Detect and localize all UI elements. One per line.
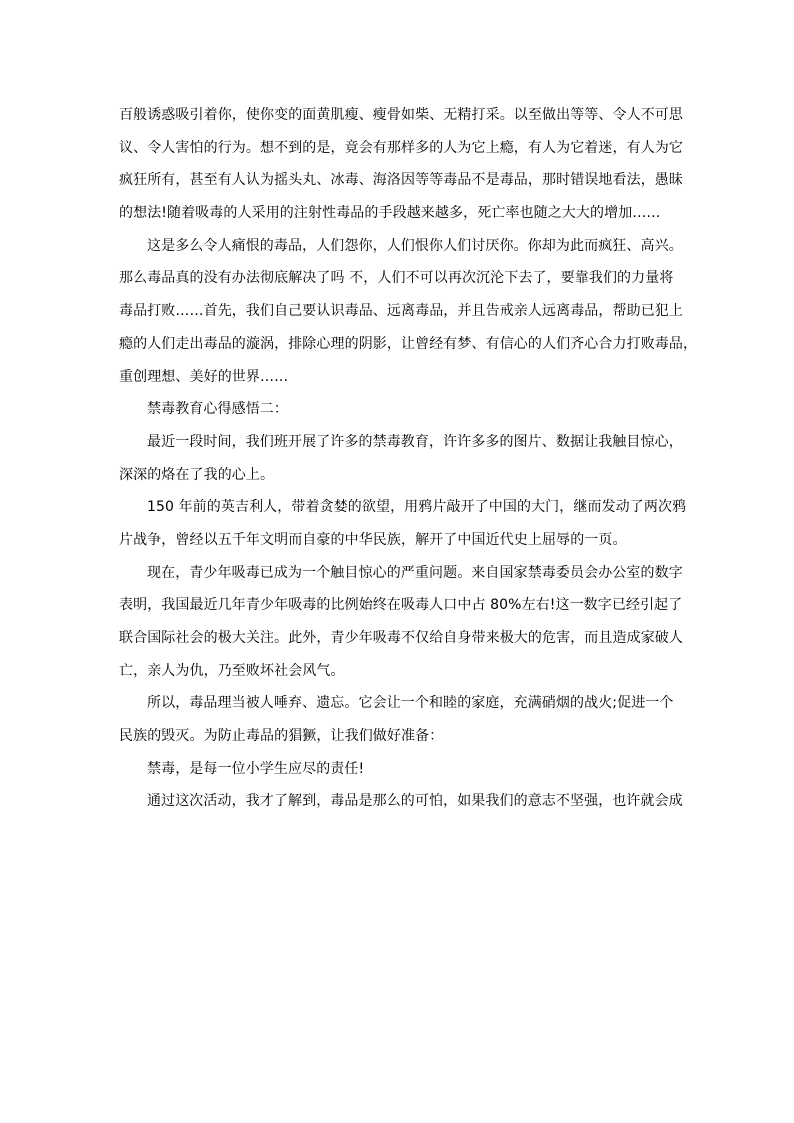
text-line: 所以，毒品理当被人唾弃、遗忘。它会让一个和睦的家庭，充满硝烟的战火;促进一个 bbox=[147, 695, 674, 712]
text-line: 通过这次活动，我才了解到，毒品是那么的可怕，如果我们的意志不坚强，也许就会成 bbox=[147, 793, 683, 810]
text-line: 禁毒，是每一位小学生应尽的责任! bbox=[147, 760, 365, 777]
text-line: 片战争，曾经以五千年文明而自豪的中华民族，解开了中国近代史上屈辱的一页。 bbox=[119, 531, 627, 548]
text-line: 这是多么令人痛恨的毒品，人们怨你，人们恨你人们讨厌你。你却为此而疯狂、高兴。 bbox=[147, 237, 683, 254]
text-line: 现在，青少年吸毒已成为一个触目惊心的严重问题。来自国家禁毒委员会办公室的数字 bbox=[147, 564, 683, 581]
document-body bbox=[119, 99, 698, 818]
text-line: 百般诱惑吸引着你，使你变的面黄肌瘦、瘦骨如柴、无精打采。以至做出等等、令人不可思 bbox=[119, 107, 683, 123]
text-line: 150 年前的英吉利人，带着贪婪的欲望，用鸦片敲开了中国的大门，继而发动了两次鸦 bbox=[147, 499, 687, 516]
text-line: 联合国际社会的极大关注。此外，青少年吸毒不仅给自身带来极大的危害，而且造成家破人 bbox=[119, 630, 683, 646]
text-line: 的想法!随着吸毒的人采用的注射性毒品的手段越来越多，死亡率也随之大大的增加…… bbox=[119, 205, 661, 222]
text-line: 议、令人害怕的行为。想不到的是，竟会有那样多的人为它上瘾，有人为它着迷，有人为它 bbox=[119, 139, 683, 156]
text-line: 亡，亲人为仇，乃至败坏社会风气。 bbox=[119, 662, 345, 679]
text-line: 最近一段时间，我们班开展了许多的禁毒教育，许许多多的图片、数据让我触目惊心， bbox=[147, 433, 683, 450]
text-line: 瘾的人们走出毒品的漩涡，排除心理的阴影，让曾经有梦、有信心的人们齐心合力打败毒品， bbox=[119, 335, 698, 352]
text-line: 表明，我国最近几年青少年吸毒的比例始终在吸毒人口中占 80%左右!这一数字已经引起了 bbox=[119, 597, 683, 614]
text-line: 深深的烙在了我的心上。 bbox=[119, 466, 275, 483]
text-line: 疯狂所有，甚至有人认为摇头丸、冰毒、海洛因等等毒品不是毒品，那时错误地看法，愚昧 bbox=[119, 172, 683, 189]
text-line: 重创理想、美好的世界…… bbox=[119, 368, 289, 385]
text-line: 民族的毁灭。为防止毒品的猖獗，让我们做好准备： bbox=[119, 728, 444, 745]
text-line: 那么毒品真的没有办法彻底解决了吗 不，人们不可以再次沉沦下去了，要靠我们的力量将 bbox=[119, 270, 674, 287]
text-line: 禁毒教育心得感悟二： bbox=[147, 401, 288, 418]
text-line: 毒品打败……首先，我们自己要认识毒品、远离毒品，并且告戒亲人远离毒品，帮助已犯上 bbox=[119, 303, 683, 320]
